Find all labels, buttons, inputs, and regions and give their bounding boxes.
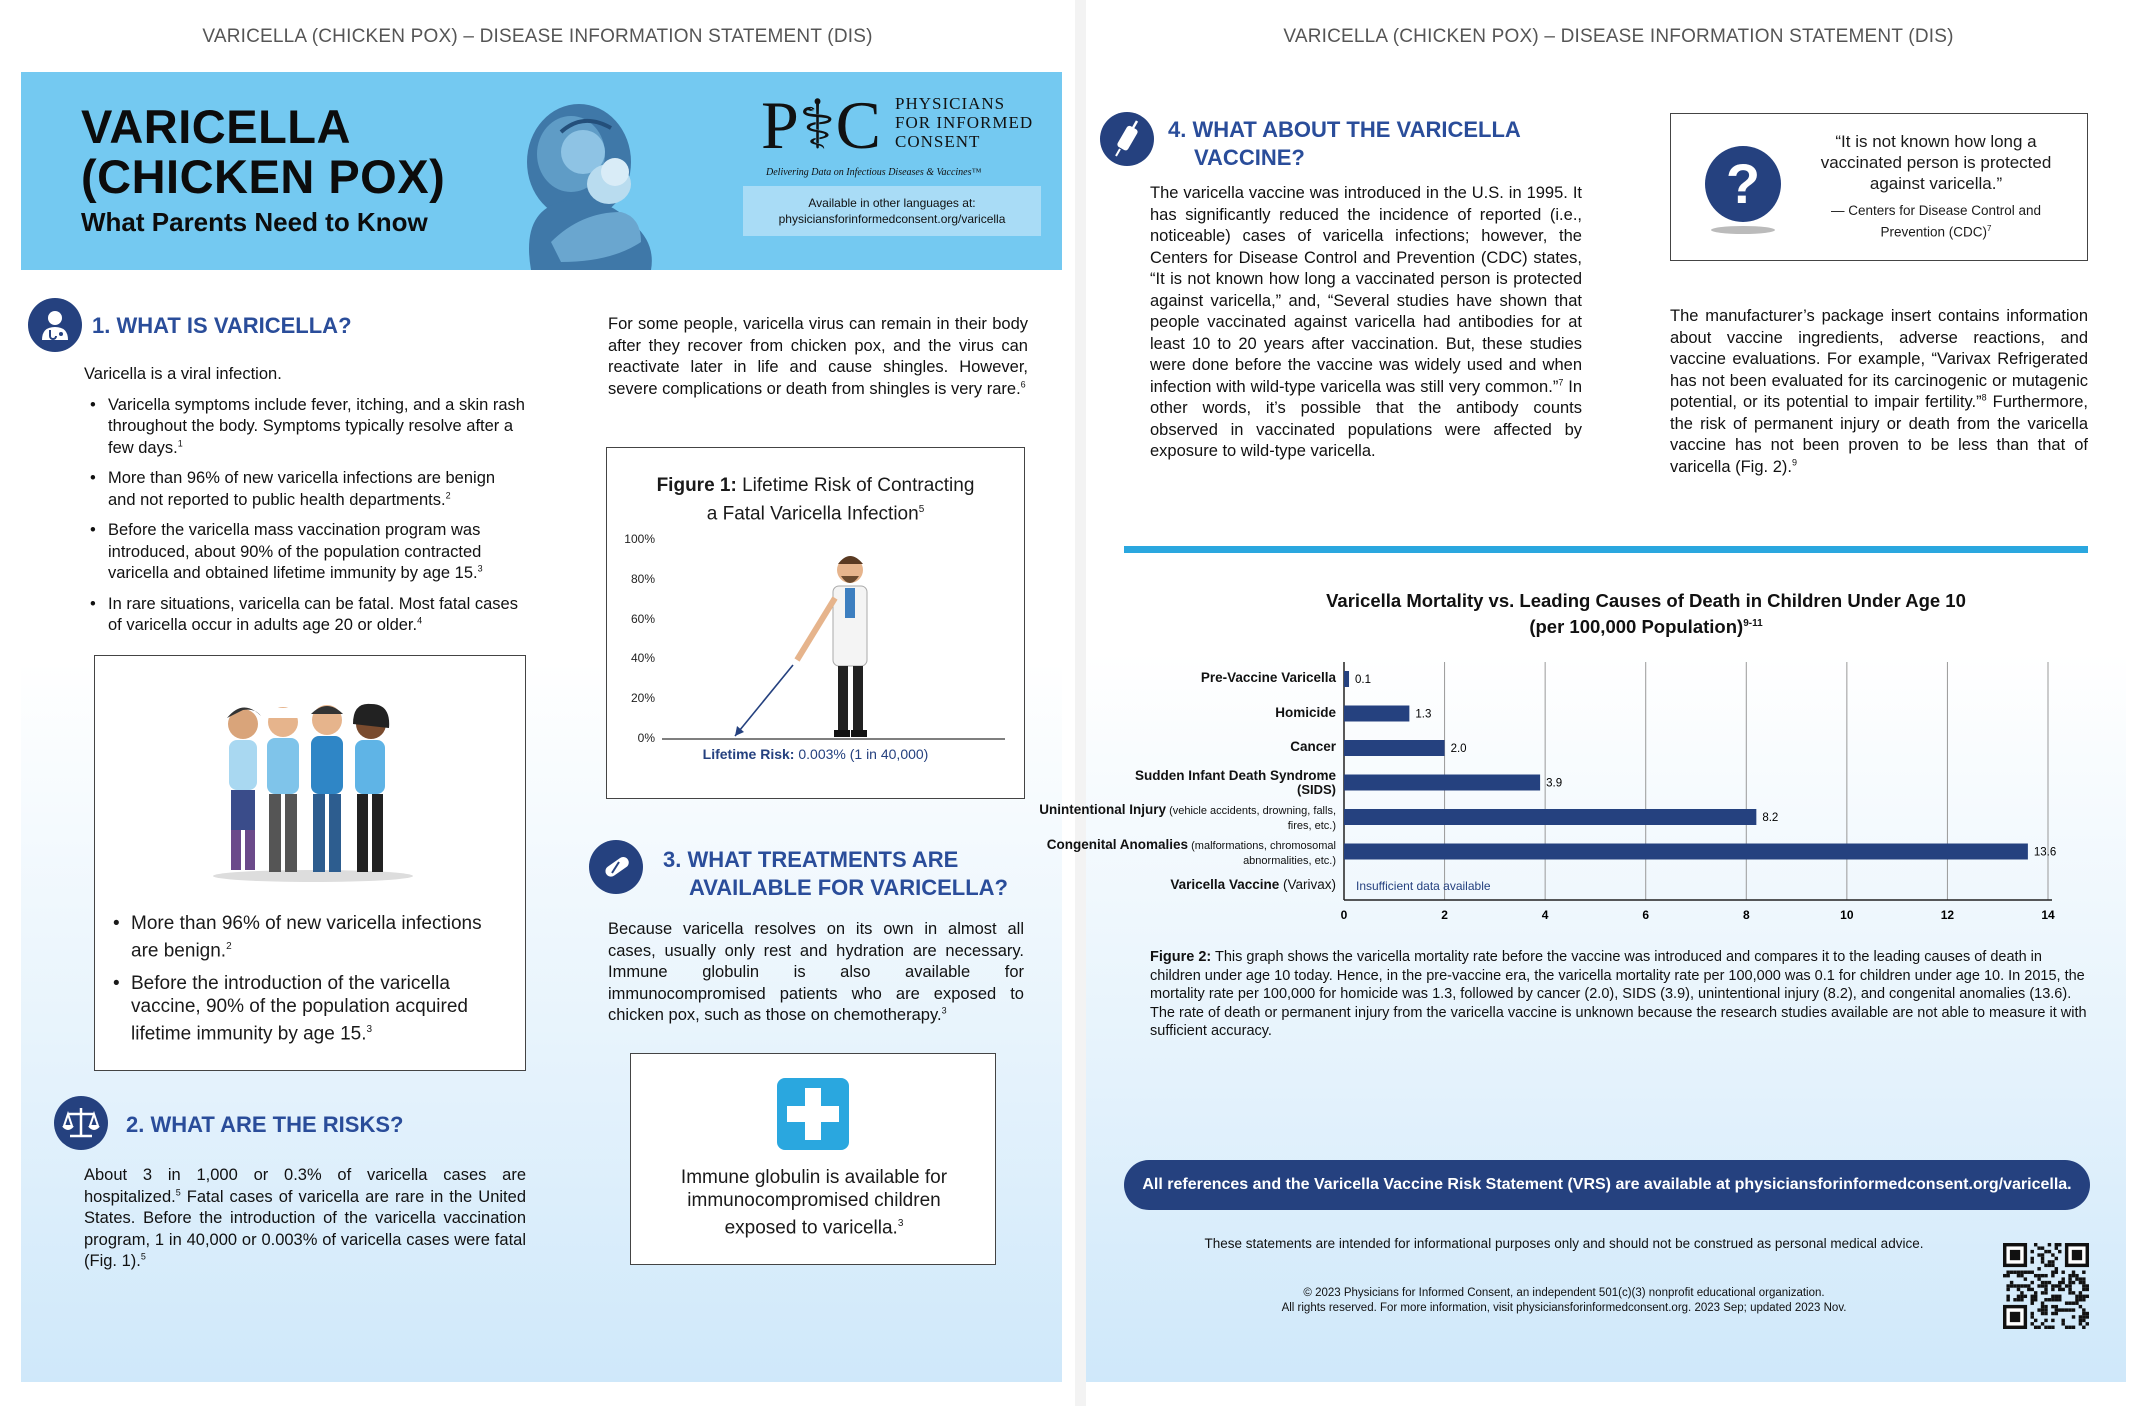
chart-x-tick-label: 4	[1541, 908, 1549, 922]
pic-logo-mark: P⚕C	[761, 87, 881, 163]
chart-value-label: 0.1	[1355, 674, 1372, 686]
chart-bar	[1344, 775, 1540, 791]
chart-value-label: 1.3	[1415, 708, 1432, 721]
qr-code-icon[interactable]	[2003, 1243, 2089, 1329]
chart-category-label: Varicella Vaccine (Varivax)	[1170, 877, 1336, 892]
figure1-caption: Lifetime Risk: 0.003% (1 in 40,000)	[702, 746, 929, 762]
title-banner	[21, 72, 1062, 270]
section4-heading: 4. WHAT ABOUT THE VARICELLA VACCINE?	[1168, 117, 1521, 170]
chart-category-label: Cancer	[1290, 739, 1336, 754]
doctor-icon	[28, 298, 82, 352]
chart-value-label: 3.9	[1546, 777, 1563, 790]
figure2-caption: Figure 2: This graph shows the varicella mortality rate before the vaccine was introduced and compares it to the leading causes of death in children under age 10 today. Hence, in the pre-vaccine era, the varicella mortality rate per 100,000 was 0.1 for children under age 10. In 2015, the mortality rate per 100,000 for homicide was 1.3, followed by cancer (2.0), SIDS (3.9), unintentional injury (8.2), and congenital anomalies (13.6). The rate of death or permanent injury from the varicella vaccine is unknown because the research studies available are not able to measure it with sufficient accuracy.	[1150, 949, 2087, 1039]
chart-no-data-label: Insufficient data available	[1356, 879, 1491, 893]
chart-value-label: 8.2	[1762, 812, 1779, 824]
pill-icon	[589, 840, 643, 894]
section2-body: About 3 in 1,000 or 0.3% of varicella cases are hospitalized.$^5$ Fatal cases of varicella are rare in the United States. Before the introduction of the varicella vaccination program, 1 in 40,000 or 0.003% of varicella cases were fatal (Fig. 1).$^5$	[84, 1166, 526, 1270]
kids-box-bullets	[107, 912, 507, 1055]
chart-x-tick-label: 8	[1742, 908, 1750, 922]
chart-x-tick-label: 10	[1840, 908, 1854, 922]
chart-x-tick-label: 2	[1441, 908, 1448, 922]
mother-child-illustration	[491, 92, 661, 270]
medical-cross-icon	[777, 1078, 849, 1150]
list-item: • Varicella symptoms include fever, itching, and a skin rash throughout the body. Symptoms typically resolve after a few days.$^1$	[84, 395, 526, 460]
figure1-y-tick: 100%	[624, 532, 655, 546]
chart-value-label: 13.6	[2033, 846, 2057, 859]
chart-x-tick-label: 0	[1340, 908, 1348, 922]
chart-bar	[1344, 844, 2028, 860]
package-insert-paragraph: The manufacturer’s package insert contains information about vaccine ingredients, adverse reactions, and vaccine evaluations. For example, “Varivax Refrigerated has not been evaluated for its carcinogenic or mutagenic potential, or its potential to impair fertility.”$^8$ Furthermore, the risk of permanent injury or death from the varicella vaccine has not been proven to be less than that of varicella (Fig. 2).$^9$	[1670, 307, 2088, 476]
figure1-title: Figure 1: Lifetime Risk of Contracting a Fatal Varicella Infection$^5$	[656, 475, 975, 525]
children-group-illustration	[203, 694, 423, 884]
section3-body: Because varicella resolves on its own in almost all cases, usually only rest and hydration are necessary. Immune globulin is also available for immunocompromised patients who are exposed to chicken pox, such as those on chemotherapy.$^3$	[608, 920, 1024, 1024]
cdc-quote-attribution: — Centers for Disease Control and Prevention (CDC)$^7$	[1830, 203, 2042, 240]
figure1-pointer-line	[735, 665, 793, 736]
section1-bullets	[84, 395, 526, 637]
chart-bar	[1344, 740, 1445, 756]
chart-bar	[1344, 809, 1756, 825]
copyright: © 2023 Physicians for Informed Consent, an independent 501(c)(3) nonprofit educational organization. All rights reserved. For more information, visit physiciansforinformedconsent.org. 2023 Sep; updated 2023 Nov.	[1281, 1287, 1847, 1314]
chart-category-label: Homicide	[1275, 704, 1336, 720]
chart-category-label: Pre-Vaccine Varicella	[1200, 670, 1336, 685]
scales-icon	[54, 1096, 108, 1150]
chart-x-tick-label: 12	[1940, 908, 1955, 922]
figure1-y-tick: 80%	[630, 571, 655, 586]
figure1-y-tick: 60%	[630, 611, 655, 626]
mortality-bar-chart	[1086, 0, 2151, 930]
list-item: • More than 96% of new varicella infections are benign and not reported to public health departments.$^2$	[84, 468, 526, 511]
list-item: • Before the introduction of the varicella vaccine, 90% of the population acquired lifetime immunity by age 15.$^3$	[107, 972, 507, 1045]
banner-subtitle: What Parents Need to Know	[81, 207, 428, 237]
figure1-y-tick: 20%	[630, 691, 655, 706]
figure1-box	[606, 447, 1025, 799]
figure1-y-tick: 40%	[630, 651, 655, 666]
chart-category-label: Sudden Infant Death Syndrome (SIDS)	[1134, 767, 1336, 797]
section4-body: The varicella vaccine was introduced in the U.S. in 1995. It has significantly reduced the incidence of reported (i.e., noticeable) cases of varicella infections; however, the Centers for Disease Control and Prevention (CDC) states, “It is not known how long a vaccinated person is protected against varicella,” and, “Several studies have shown that people vaccinated against varicella had antibodies for at least 10 to 20 years after vaccination. But, these studies were done before the vaccine was widely used and when infection with wild-type varicella was still very common.”$^7$ In other words, it’s possible that the antibody counts observed in vaccinated populations were affected by exposure to wild-type varicella.	[1150, 184, 1582, 460]
right-page	[1039, 0, 2151, 1406]
chart-x-tick-label: 14	[2041, 908, 2055, 922]
shingles-paragraph: For some people, varicella virus can remain in their body after they recover from chicken pox, and the virus can reactivate later in life and cause shingles. However, severe complications or death from shingles is very rare.$^6$	[608, 315, 1028, 398]
pic-logo-text: PHYSICIANS FOR INFORMED CONSENT	[895, 94, 1034, 151]
chart-bar	[1344, 671, 1349, 687]
chart-category-label: Congenital Anomalies (malformations, chromosomal abnormalities, etc.)	[1046, 836, 1336, 867]
section1-heading: 1. WHAT IS VARICELLA?	[92, 313, 352, 338]
section3-heading: 3. WHAT TREATMENTS ARE AVAILABLE FOR VARICELLA?	[663, 847, 1008, 900]
running-head-right: VARICELLA (CHICKEN POX) – DISEASE INFORMATION STATEMENT (DIS)	[1283, 26, 1954, 47]
list-item: • In rare situations, varicella can be fatal. Most fatal cases of varicella occur in adults age 20 or older.$^4$	[84, 594, 526, 637]
disclaimer: These statements are intended for informational purposes only and should not be construed as personal medical advice.	[1204, 1236, 1924, 1251]
chart-x-tick-label: 6	[1642, 908, 1650, 922]
section1-intro: Varicella is a viral infection.	[84, 365, 282, 383]
kids-fact-box	[94, 655, 526, 1071]
section2-heading: 2. WHAT ARE THE RISKS?	[126, 1112, 404, 1137]
question-icon: ?	[1705, 146, 1781, 222]
section1-body	[84, 364, 526, 646]
banner-title: VARICELLA (CHICKEN POX)	[81, 100, 446, 203]
immune-globulin-text: Immune globulin is available for immunocompromised children exposed to varicella.$^3$	[680, 1167, 948, 1239]
chart-category-label: Unintentional Injury (vehicle accidents, drowning, falls, fires, etc.)	[1039, 802, 1336, 832]
list-item: • More than 96% of new varicella infections are benign.$^2$	[107, 912, 507, 962]
cdc-quote-text: “It is not known how long a vaccinated person is protected against varicella.”	[1820, 132, 2052, 193]
chart-value-label: 2.0	[1450, 743, 1467, 755]
chart-bar	[1344, 706, 1409, 722]
chart-title: Varicella Mortality vs. Leading Causes of Death in Children Under Age 10 (per 100,000 Population)$^{9-11}$	[1326, 590, 1966, 638]
languages-box: Available in other languages at: physiciansforinformedconsent.org/varicella	[743, 186, 1041, 236]
references-bar[interactable]: All references and the Varicella Vaccine Risk Statement (VRS) are available at physiciansforinformedconsent.org/varicella.	[1124, 1160, 2090, 1210]
logo-tagline: Delivering Data on Infectious Diseases & Vaccines™	[766, 167, 982, 178]
languages-link[interactable]: physiciansforinformedconsent.org/varicella	[778, 212, 1006, 226]
list-item: • Before the varicella mass vaccination program was introduced, about 90% of the population contracted varicella and obtained lifetime immunity by age 15.$^3$	[84, 520, 526, 585]
immune-globulin-box	[630, 1053, 996, 1265]
doctor-figure	[797, 556, 867, 737]
running-head-left: VARICELLA (CHICKEN POX) – DISEASE INFORMATION STATEMENT (DIS)	[202, 26, 873, 47]
page-gutter	[1075, 0, 1086, 1406]
figure1-y-tick: 0%	[637, 731, 655, 745]
